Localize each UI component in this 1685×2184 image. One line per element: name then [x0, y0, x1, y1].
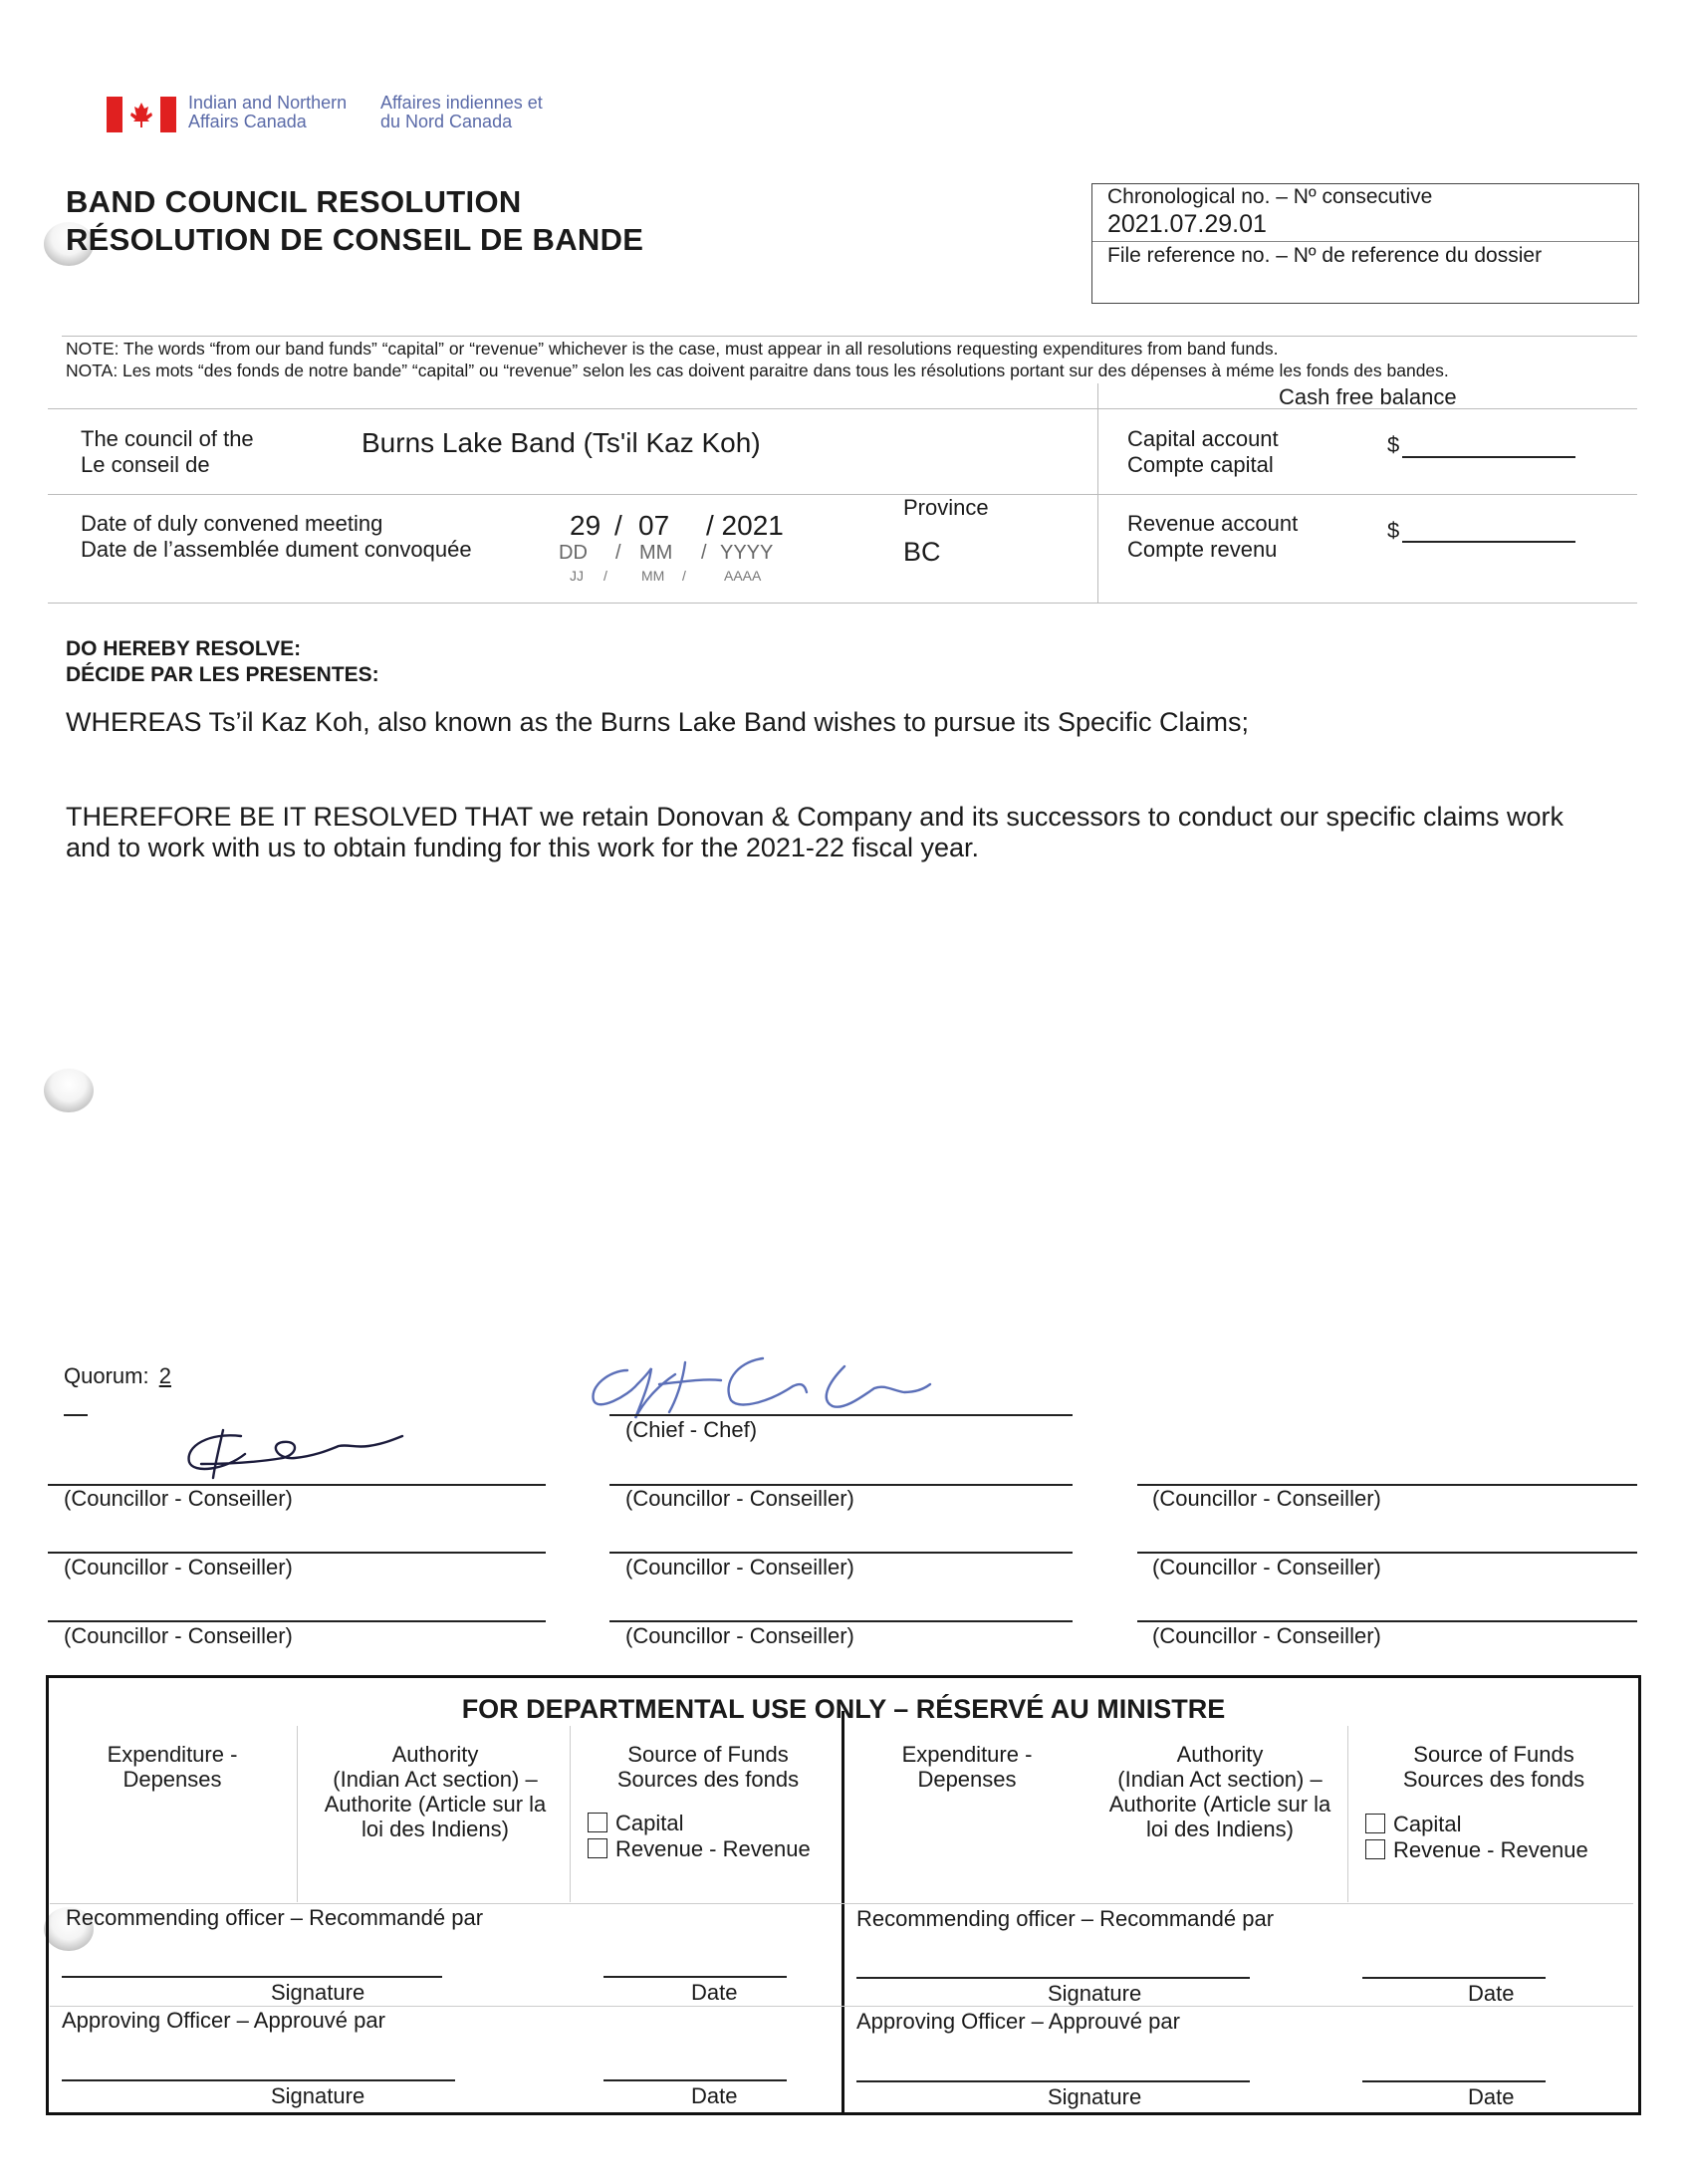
- source-en: Source of Funds: [627, 1742, 789, 1767]
- expenditure-en: Expenditure -: [901, 1742, 1033, 1767]
- revenue-account-en: Revenue account: [1127, 511, 1299, 536]
- councillor-label: (Councillor - Conseiller): [625, 1623, 854, 1648]
- signature-label: Signature: [1048, 1981, 1142, 2006]
- departmental-center-divider: [842, 1711, 844, 2112]
- expenditure-en: Expenditure -: [107, 1742, 238, 1767]
- councillor-signature-line[interactable]: [609, 1552, 1073, 1554]
- capital-account-fr: Compte capital: [1127, 452, 1274, 477]
- capital-label: Capital: [615, 1811, 684, 1835]
- recommending-officer-label: Recommending officer – Recommandé par: [856, 1906, 1275, 1931]
- signature-label: Signature: [271, 1980, 365, 2005]
- councillor-label: (Councillor - Conseiller): [1152, 1555, 1381, 1579]
- province-label: Province: [903, 495, 989, 520]
- agency-name-en: [188, 94, 347, 131]
- resolution-para-1: WHEREAS Ts’il Kaz Koh, also known as the Burns Lake Band wishes to pursue its Specific Claims;: [66, 707, 1250, 737]
- recommending-date-line[interactable]: [1362, 1977, 1546, 1979]
- chronological-label: Chronological no. – Nº consecutive: [1107, 185, 1433, 208]
- format-jj: JJ: [570, 568, 584, 584]
- capital-checkbox[interactable]: [588, 1813, 607, 1832]
- chief-signature: [588, 1344, 986, 1424]
- format-slash: /: [615, 542, 621, 564]
- councillor-signature-line[interactable]: [1137, 1620, 1637, 1622]
- source-fr: Sources des fonds: [616, 1767, 800, 1792]
- recommending-date-line[interactable]: [603, 1976, 787, 1978]
- source-en: Source of Funds: [1413, 1742, 1574, 1767]
- council-label-en: The council of the: [81, 426, 254, 451]
- format-mm: MM: [639, 542, 673, 564]
- signature-label: Signature: [271, 2083, 365, 2108]
- date-label: Date: [691, 2083, 738, 2108]
- capital-checkbox[interactable]: [1365, 1814, 1385, 1833]
- approving-signature-line[interactable]: [856, 2080, 1250, 2082]
- format-dd: DD: [559, 542, 588, 564]
- cash-free-balance-heading: Cash free balance: [1279, 384, 1457, 409]
- thin-divider: [1092, 241, 1638, 242]
- source-fr: Sources des fonds: [1402, 1767, 1585, 1792]
- agency-en-line1: Indian and Northern: [188, 93, 348, 113]
- authority-line1: Authority: [391, 1742, 479, 1767]
- councillor-label: (Councillor - Conseiller): [1152, 1623, 1381, 1648]
- authority-line1: Authority: [1176, 1742, 1264, 1767]
- signature-label: Signature: [1048, 2084, 1142, 2109]
- agency-name-fr: [380, 94, 543, 131]
- title-en: BAND COUNCIL RESOLUTION: [66, 184, 522, 219]
- quorum: [64, 1363, 171, 1389]
- row-divider: [50, 1903, 1633, 1904]
- approving-officer-label: Approving Officer – Approuvé par: [856, 2009, 1180, 2034]
- authority-line2: (Indian Act section) –: [1117, 1767, 1323, 1792]
- quorum-value[interactable]: 2: [158, 1363, 171, 1388]
- councillor-label: (Councillor - Conseiller): [625, 1555, 854, 1579]
- resolution-para-2-line-1: THEREFORE BE IT RESOLVED THAT we retain Donovan & Company and its successors to conduct our specific claims work: [66, 802, 1565, 832]
- recommending-signature-line[interactable]: [856, 1977, 1250, 1979]
- meeting-month[interactable]: 07: [638, 510, 670, 541]
- council-label-fr: Le conseil de: [81, 452, 210, 477]
- meeting-sep: /: [614, 510, 622, 541]
- councillor-label: (Councillor - Conseiller): [1152, 1486, 1381, 1511]
- councillor-signature-line[interactable]: [1137, 1552, 1637, 1554]
- agency-en-line2: Affairs Canada: [188, 112, 307, 131]
- authority-line3: Authorite (Article sur la: [1108, 1792, 1331, 1817]
- format-slash: /: [701, 542, 707, 564]
- councillor-label: (Councillor - Conseiller): [625, 1486, 854, 1511]
- note-en: NOTE: The words “from our band funds” “capital” or “revenue” whichever is the case, must appear in all resolutions requesting expenditures from band funds.: [66, 339, 1279, 359]
- resolution-para-2-line-2: and to work with us to obtain funding for this work for the 2021-22 fiscal year.: [66, 833, 979, 862]
- recommending-officer-label: Recommending officer – Recommandé par: [66, 1905, 484, 1930]
- expenditure-heading: [860, 1742, 1074, 1792]
- date-label: Date: [1468, 2084, 1515, 2109]
- revenue-checkbox[interactable]: [1365, 1839, 1385, 1859]
- date-label: Date: [691, 1980, 738, 2005]
- capital-label: Capital: [1393, 1812, 1462, 1836]
- canada-flag-logo: [107, 97, 176, 132]
- authority-line3: Authorite (Article sur la: [324, 1792, 547, 1817]
- authority-line4: loi des Indiens): [361, 1817, 509, 1841]
- format-slash: /: [603, 568, 607, 584]
- expenditure-fr: Depenses: [917, 1767, 1017, 1792]
- meeting-year[interactable]: / 2021: [706, 510, 784, 541]
- expenditure-heading: [66, 1742, 279, 1792]
- resolve-heading-fr: DÉCIDE PAR LES PRESENTES:: [66, 663, 379, 686]
- councillor-signature: [179, 1424, 408, 1484]
- chronological-value[interactable]: 2021.07.29.01: [1107, 210, 1267, 238]
- chief-signature-line[interactable]: [609, 1414, 1073, 1416]
- quorum-label: Quorum:: [64, 1363, 149, 1388]
- table-mid-rule: [48, 494, 1637, 495]
- row-divider: [50, 2006, 1633, 2007]
- authority-line2: (Indian Act section) –: [333, 1767, 538, 1792]
- format-slash: /: [682, 568, 686, 584]
- revenue-checkbox[interactable]: [588, 1838, 607, 1858]
- source-heading: [1366, 1742, 1621, 1792]
- revenue-dollar: $: [1387, 518, 1400, 543]
- table-divider: [1097, 383, 1098, 603]
- quorum-dash: [64, 1414, 88, 1416]
- meeting-label-en: Date of duly convened meeting: [81, 511, 383, 536]
- councillor-signature-line[interactable]: [609, 1620, 1073, 1622]
- format-yyyy: YYYY: [720, 542, 774, 564]
- agency-fr-line2: du Nord Canada: [380, 112, 513, 131]
- expenditure-fr: Depenses: [122, 1767, 222, 1792]
- councillor-label: (Councillor - Conseiller): [64, 1486, 293, 1511]
- chief-label: (Chief - Chef): [625, 1417, 758, 1442]
- revenue-checkbox-row[interactable]: [1365, 1837, 1588, 1863]
- councillor-signature-line[interactable]: [48, 1552, 546, 1554]
- revenue-account-fr: Compte revenu: [1127, 537, 1278, 562]
- council-value[interactable]: Burns Lake Band (Ts'il Kaz Koh): [361, 427, 761, 458]
- meeting-label-fr: Date de l’assemblée dument convoquée: [81, 537, 472, 562]
- column-divider: [570, 1726, 571, 1902]
- approving-date-line[interactable]: [1362, 2080, 1546, 2082]
- note-fr: NOTA: Les mots “des fonds de notre bande” “capital” ou “revenue” selon les cas doivent paraitre dans tous les résolutions portant sur des dépenses à méme les fonds des bandes.: [66, 361, 1449, 380]
- date-label: Date: [1468, 1981, 1515, 2006]
- capital-account-en: Capital account: [1127, 426, 1279, 451]
- revenue-amount-line[interactable]: [1402, 541, 1575, 543]
- province-value[interactable]: BC: [903, 537, 941, 567]
- revenue-checkbox-row[interactable]: [588, 1836, 811, 1862]
- authority-heading: [1091, 1742, 1348, 1841]
- departmental-heading: FOR DEPARTMENTAL USE ONLY – RÉSERVÉ AU MINISTRE: [461, 1694, 1226, 1724]
- note-top-rule: [62, 336, 1637, 337]
- recommending-signature-line[interactable]: [62, 1976, 442, 1978]
- format-aaaa: AAAA: [724, 568, 762, 584]
- councillor-signature-line[interactable]: [48, 1620, 546, 1622]
- revenue-label: Revenue - Revenue: [1393, 1837, 1588, 1862]
- table-bottom-rule: [48, 603, 1637, 604]
- resolve-heading-en: DO HEREBY RESOLVE:: [66, 637, 302, 660]
- meeting-day[interactable]: 29: [570, 510, 602, 541]
- revenue-label: Revenue - Revenue: [615, 1836, 811, 1861]
- capital-checkbox-row[interactable]: [1365, 1812, 1461, 1837]
- capital-checkbox-row[interactable]: [588, 1811, 683, 1836]
- authority-line4: loi des Indiens): [1146, 1817, 1294, 1841]
- approving-date-line[interactable]: [603, 2079, 787, 2081]
- title-fr: RÉSOLUTION DE CONSEIL DE BANDE: [66, 222, 644, 257]
- capital-dollar: $: [1387, 432, 1400, 457]
- column-divider: [297, 1726, 298, 1902]
- councillor-label: (Councillor - Conseiller): [64, 1623, 293, 1648]
- approving-officer-label: Approving Officer – Approuvé par: [62, 2008, 385, 2033]
- source-heading: [584, 1742, 833, 1792]
- capital-amount-line[interactable]: [1402, 456, 1575, 458]
- punch-hole: [44, 1069, 94, 1112]
- approving-signature-line[interactable]: [62, 2079, 455, 2081]
- agency-fr-line1: Affaires indiennes et: [380, 93, 543, 113]
- authority-heading: [307, 1742, 564, 1841]
- councillor-label: (Councillor - Conseiller): [64, 1555, 293, 1579]
- file-reference-label: File reference no. – Nº de reference du dossier: [1107, 244, 1543, 267]
- format-mm-fr: MM: [641, 568, 665, 584]
